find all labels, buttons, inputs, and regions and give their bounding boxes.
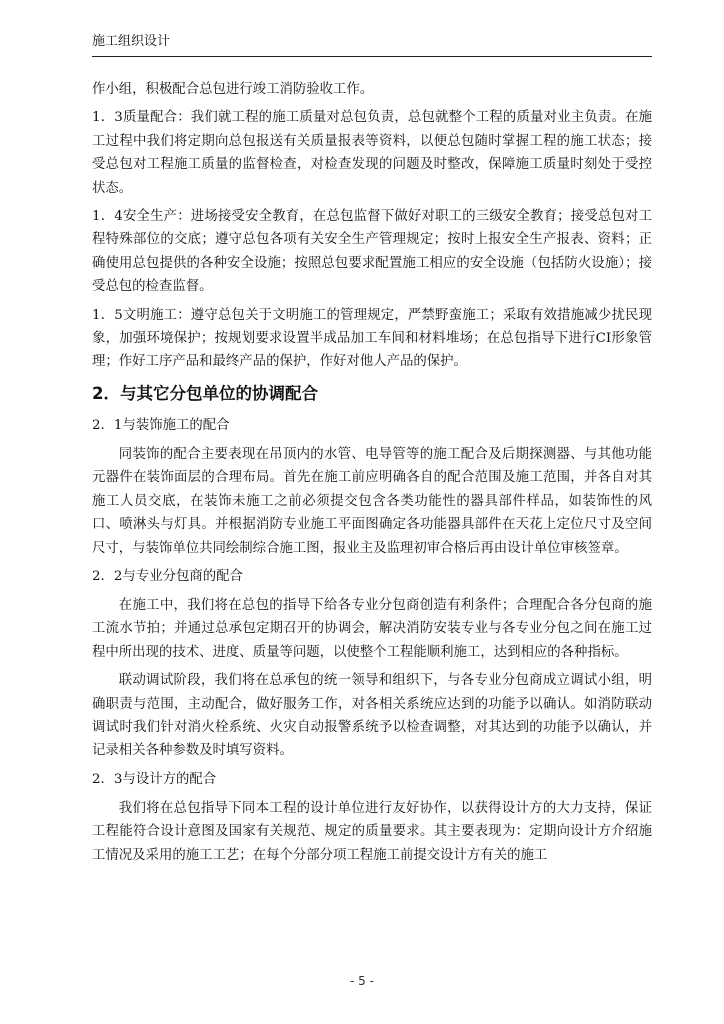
paragraph-fire-acceptance: 作小组，积极配合总包进行竣工消防验收工作。 <box>92 82 374 97</box>
section-heading-coordination: 2．与其它分包单位的协调配合 <box>92 383 318 403</box>
paragraph-designer-cooperation: 我们将在总包指导下同本工程的设计单位进行友好协作，以获得设计方的大力支持，保证工程能符合设计意图及国家有关规范、规定的质量要求。其主要表现为：定期向设计方介绍施工情况及采用的施工工艺；在每个分部分项工程施工前提交设计方有关的施工 <box>92 800 652 863</box>
page-number: - 5 - <box>350 974 374 988</box>
header-title: 施工组织设计 <box>92 34 171 49</box>
paragraph-safety-production: 1．4安全生产：进场接受安全教育，在总包监督下做好对职工的三级安全教育；接受总包对工程特殊部位的交底；遵守总包各项有关安全生产管理规定；按时上报安全生产报表、资料；正确使用总包提供的各种安全设施；按照总包要求配置施工相应的安全设施（包括防火设施）；接受总包的检查监督。 <box>92 209 652 295</box>
paragraph-quality-cooperation: 1．3质量配合：我们就工程的施工质量对总包负责，总包就整个工程的质量对业主负责。在施工过程中我们将定期向总包报送有关质量报表等资料，以便总包随时掌握工程的施工状态；接受总包对工程施工质量的监督检查，对检查发现的问题及时整改，保障施工质量时刻处于受控状态。 <box>92 110 652 196</box>
paragraph-joint-commissioning: 联动调试阶段，我们将在总承包的统一领导和组织下，与各专业分包商成立调试小组，明确职责与范围，主动配合，做好服务工作，对各相关系统应达到的功能予以确认。如消防联动调试时我们针对消火栓系统、火灾自动报警系统予以检查调整，对其达到的功能予以确认，并记录相关各种参数及时填写资料。 <box>92 673 652 759</box>
subsection-title-subcontractor: 2．2与专业分包商的配合 <box>92 568 243 584</box>
subsection-title-decoration: 2．1与装饰施工的配合 <box>92 417 230 433</box>
subsection-title-designer: 2．3与设计方的配合 <box>92 771 217 787</box>
page-footer <box>0 974 724 988</box>
paragraph-civilized-construction: 1．5文明施工：遵守总包关于文明施工的管理规定，严禁野蛮施工；采取有效措施减少扰民现象，加强环境保护；按规划要求设置半成品加工车间和材料堆场；在总包指导下进行CI形象管理；作好工序产品和最终产品的保护，作好对他人产品的保护。 <box>92 307 652 370</box>
page-header <box>92 34 652 57</box>
document-body <box>92 78 652 872</box>
paragraph-subcontractor-cooperation: 在施工中，我们将在总包的指导下给各专业分包商创造有利条件；合理配合各分包商的施工流水节拍；并通过总承包定期召开的协调会，解决消防安装专业与各专业分包之间在施工过程中所出现的技术、进度、质量等问题，以使整个工程能顺利施工，达到相应的各种指标。 <box>92 597 652 660</box>
paragraph-decoration-cooperation: 同装饰的配合主要表现在吊顶内的水管、电导管等的施工配合及后期探测器、与其他功能元器件在装饰面层的合理布局。首先在施工前应明确各自的配合范围及施工范围，并各自对其施工人员交底，在装饰未施工之前必须提交包含各类功能性的器具部件样品，如装饰性的风口、喷淋头与灯具。并根据消防专业施工平面图确定各功能器具部件在天花上定位尺寸及空间尺寸，与装饰单位共同绘制综合施工图，报业主及监理初审合格后再由设计单位审核签章。 <box>92 446 652 556</box>
